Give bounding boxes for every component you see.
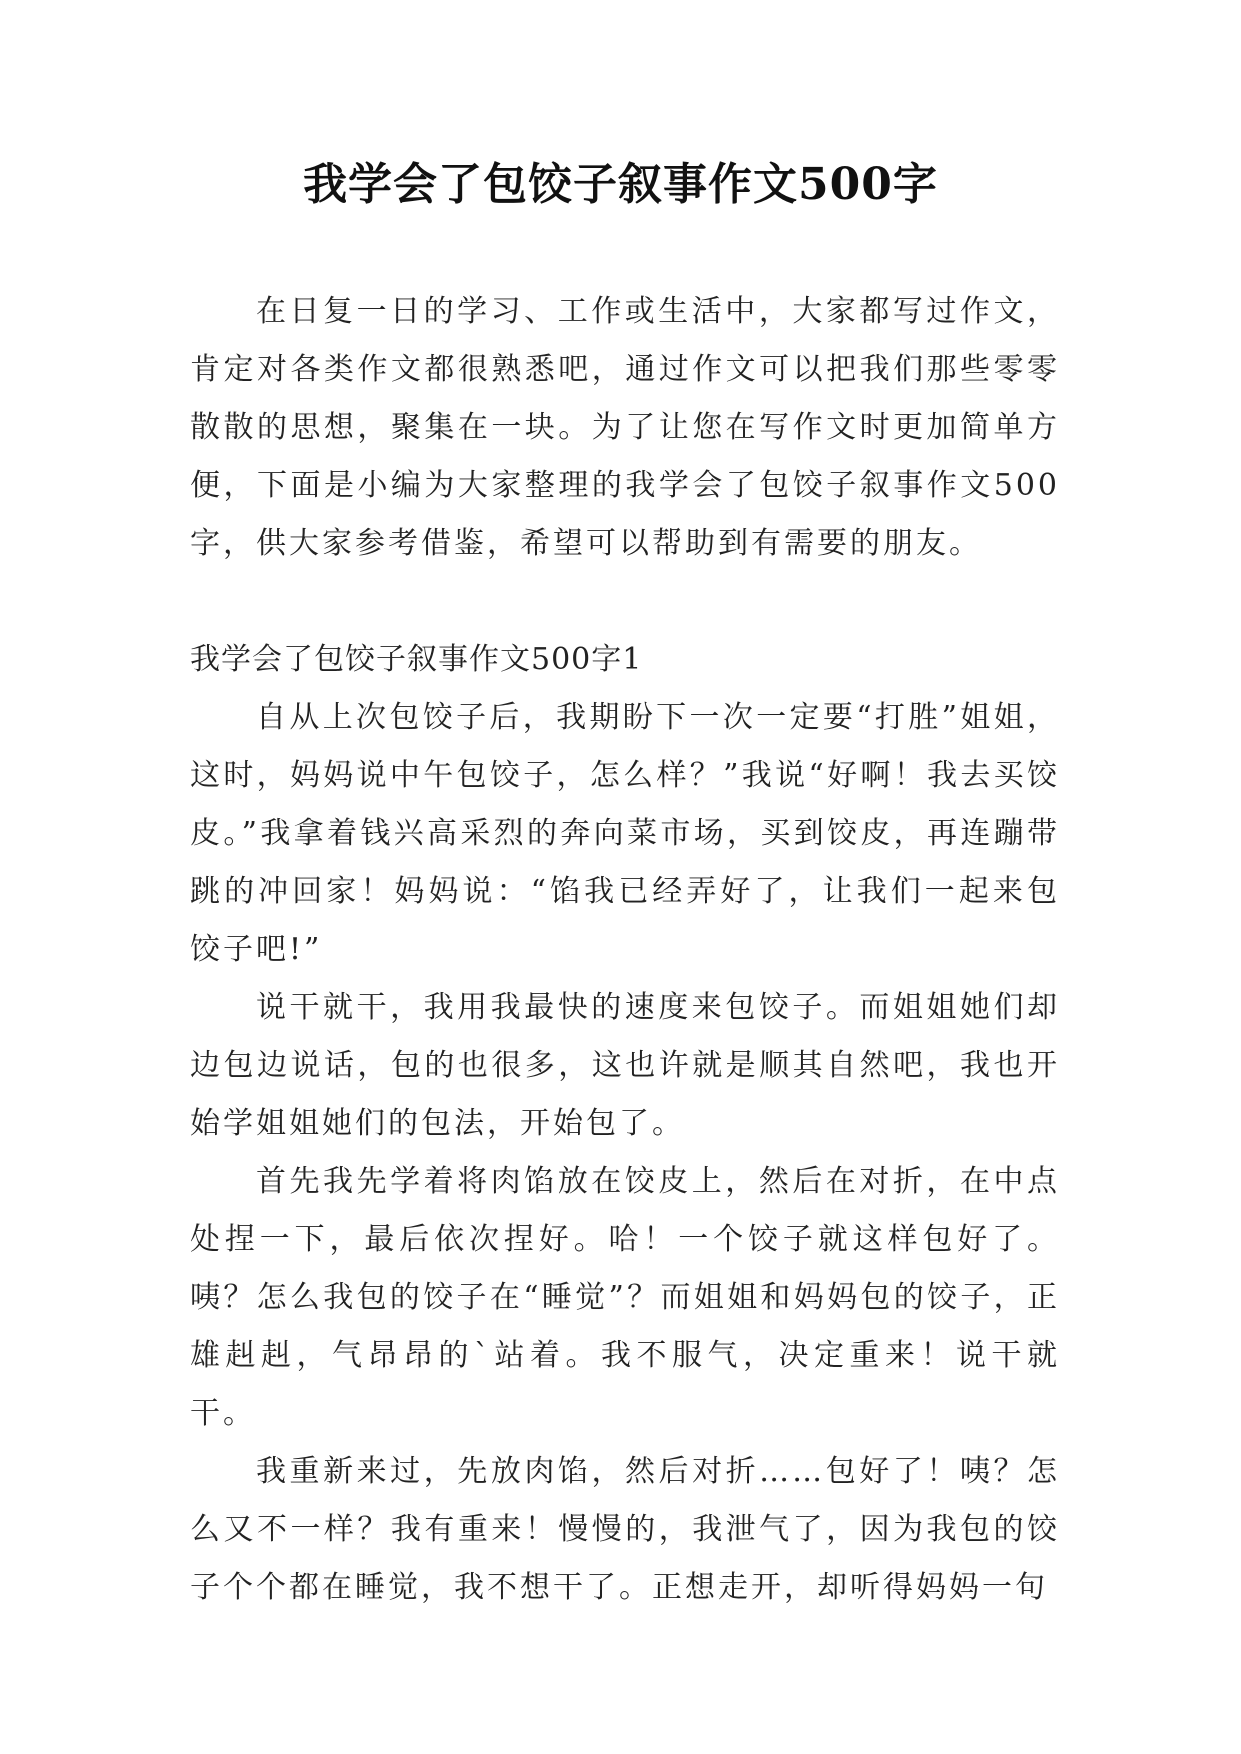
- body-paragraph-1: 自从上次包饺子后，我期盼下一次一定要“打胜”姐姐，这时，妈妈说中午包饺子，怎么样？”我说“好啊！我去买饺皮。”我拿着钱兴高采烈的奔向菜市场，买到饺皮，再连蹦带跳的冲回家！妈妈说：“馅我已经弄好了，让我们一起来包饺子吧!”: [190, 700, 1060, 967]
- document-body: [190, 283, 1060, 1617]
- body-paragraph-2: 说干就干，我用我最快的速度来包饺子。而姐姐她们却边包边说话，包的也很多，这也许就是顺其自然吧，我也开始学姐姐她们的包法，开始包了。: [190, 990, 1060, 1141]
- document-title: 我学会了包饺子叙事作文500字: [303, 159, 938, 210]
- body-paragraph-4: 我重新来过，先放肉馅，然后对折……包好了！咦？怎么又不一样？我有重来！慢慢的，我泄气了，因为我包的饺子个个都在睡觉，我不想干了。正想走开，却听得妈妈一句: [190, 1454, 1060, 1605]
- intro-paragraph: 在日复一日的学习、工作或生活中，大家都写过作文，肯定对各类作文都很熟悉吧，通过作文可以把我们那些零零散散的思想，聚集在一块。为了让您在写作文时更加简单方便，下面是小编为大家整理的我学会了包饺子叙事作文500字，供大家参考借鉴，希望可以帮助到有需要的朋友。: [190, 294, 1060, 561]
- body-paragraph-3: 首先我先学着将肉馅放在饺皮上，然后在对折，在中点处捏一下，最后依次捏好。哈！一个饺子就这样包好了。咦？怎么我包的饺子在“睡觉”？而姐姐和妈妈包的饺子，正雄赳赳，气昂昂的`站着。我不服气，决定重来！说干就干。: [190, 1164, 1060, 1431]
- section-heading: 我学会了包饺子叙事作文500字1: [190, 642, 643, 677]
